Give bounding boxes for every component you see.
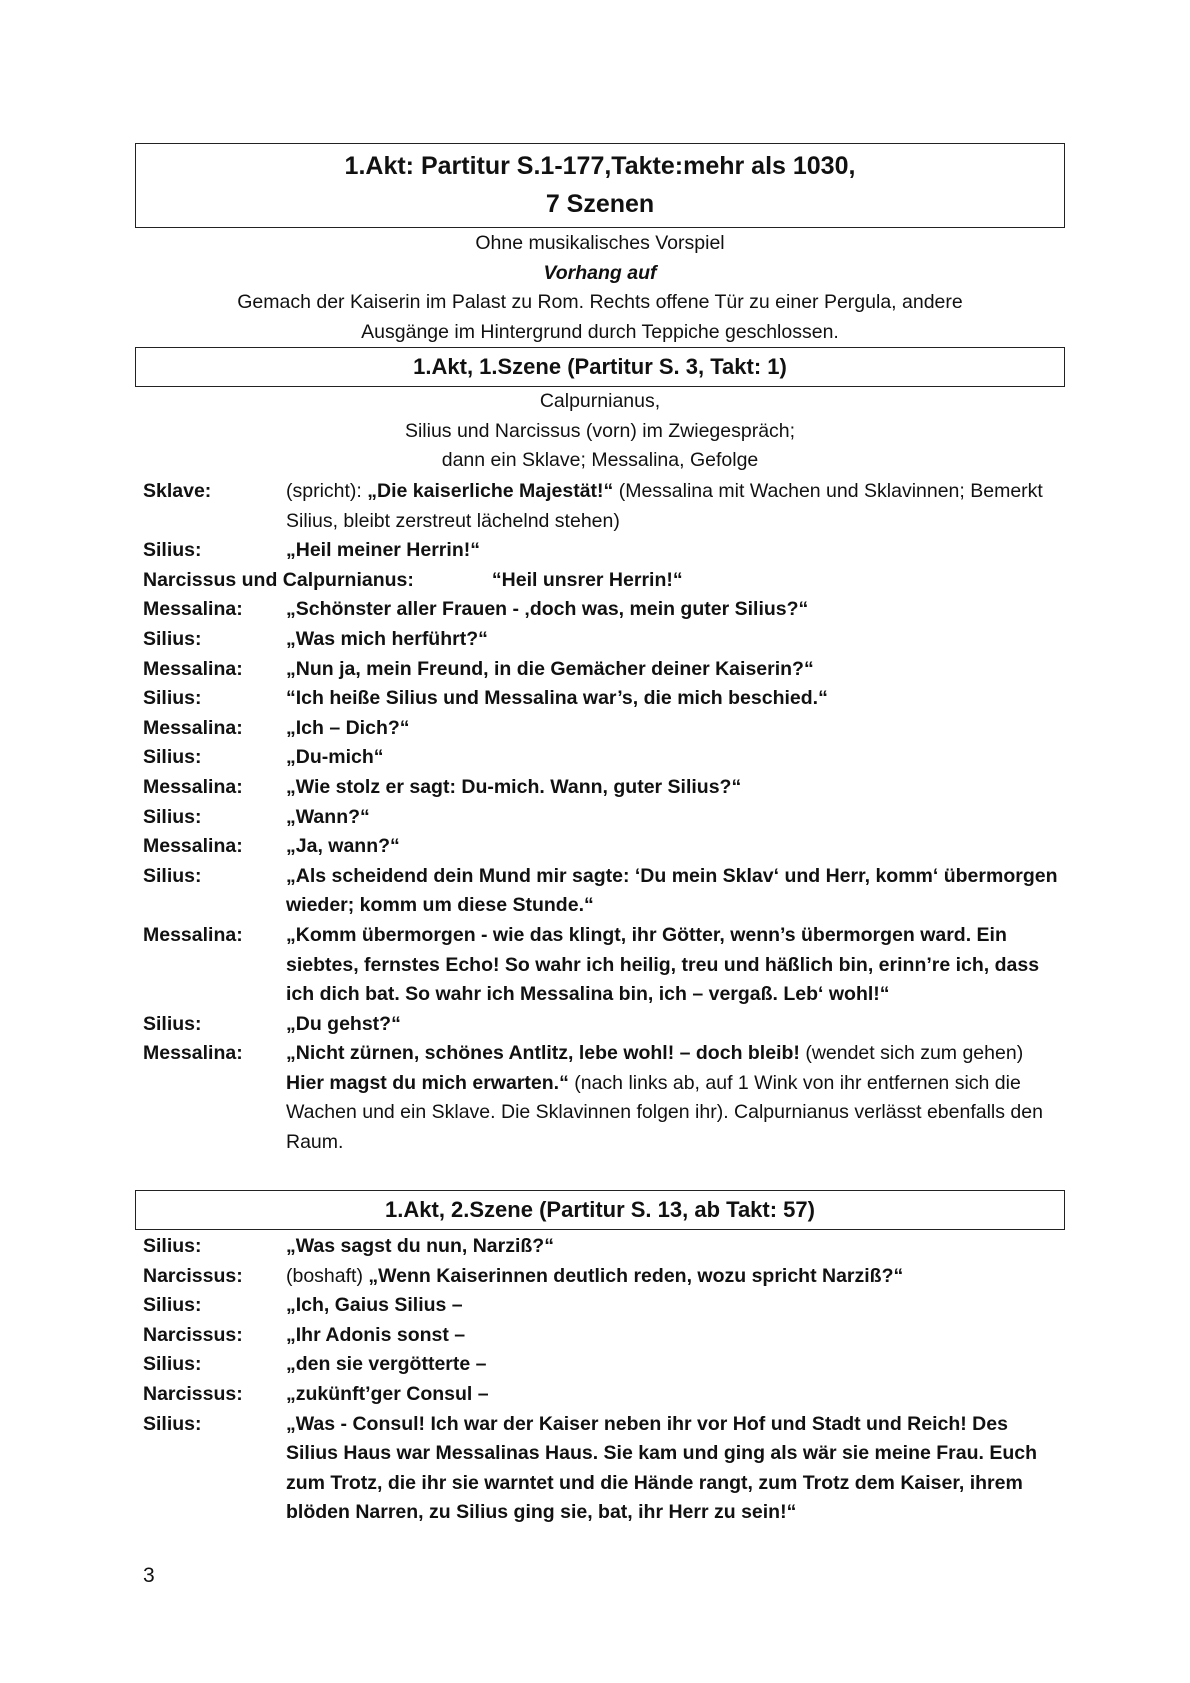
dialogue-line <box>143 655 1063 685</box>
line-text: „Nicht zürnen, schönes Antlitz, lebe wohl! – doch bleib! (wendet sich zum gehen) Hier magst du mich erwarten.“ (nach links ab, auf 1 Wink von ihr entfernen sich die Wachen und ein Sklave. Die Sklavinnen folgen ihr). Calpurnianus verlässt ebenfalls den Raum. <box>286 1042 1043 1154</box>
line-text: „Ich, Gaius Silius – <box>286 1294 463 1317</box>
dialogue-line <box>143 566 1063 596</box>
speaker-name: Silius: <box>143 1412 202 1435</box>
persons-line: dann ein Sklave; Messalina, Gefolge <box>441 449 759 471</box>
dialogue-line <box>143 1039 1063 1157</box>
line-text: „Was - Consul! Ich war der Kaiser neben ihr vor Hof und Stadt und Reich! Des Silius Haus war Messalinas Haus. Sie kam und ging als wär sie meine Frau. Euch zum Trotz, die ihr sie warntet und die Hände rangt, zum Trotz dem Kaiser, ihrem blöden Narren, zu Silius ging sie, bat, ihr Herr zu sein!“ <box>286 1412 1038 1524</box>
dialogue-line <box>143 1321 1063 1351</box>
dialogue-line <box>143 1350 1063 1380</box>
speaker-name: Messalina: <box>143 775 243 798</box>
line-text: „den sie vergötterte – <box>286 1353 487 1376</box>
line-text: „Wie stolz er sagt: Du-mich. Wann, guter Silius?“ <box>286 775 742 798</box>
dialogue-line <box>143 862 1063 921</box>
dialogue-line <box>143 477 1063 536</box>
speaker-name: Messalina: <box>143 657 243 680</box>
speaker-name: Narcissus: <box>143 1264 243 1287</box>
page-number: 3 <box>143 1564 155 1587</box>
persons-line: Calpurnianus, <box>539 390 661 412</box>
line-text: „Komm übermorgen - wie das klingt, ihr Götter, wenn’s übermorgen ward. Ein siebtes, fernstes Echo! So wahr ich heilig, treu und häßlich bin, erinn’re ich, dass ich dich bat. So wahr ich Messalina bin, ich – vergaß. Leb‘ wohl!“ <box>286 923 1040 1006</box>
speaker-name: Messalina: <box>143 1042 243 1065</box>
line-text: “Ich heiße Silius und Messalina war’s, die mich beschied.“ <box>286 687 828 710</box>
dialogue-line <box>143 1291 1063 1321</box>
scene1-title-box <box>135 347 1065 387</box>
scene2-dialogue <box>143 1232 1063 1528</box>
speaker-name: Messalina: <box>143 835 243 858</box>
dialogue-line <box>143 803 1063 833</box>
intro-block <box>135 229 1065 347</box>
speaker-name: Messalina: <box>143 598 243 621</box>
line-text: “Heil unsrer Herrin!“ <box>491 568 683 591</box>
dialogue-line <box>143 773 1063 803</box>
setting-line-1: Gemach der Kaiserin im Palast zu Rom. Rechts offene Tür zu einer Pergula, andere <box>237 291 963 313</box>
dialogue-line <box>143 1232 1063 1262</box>
speaker-name: Sklave: <box>143 480 212 502</box>
speaker-name: Messalina: <box>143 716 243 739</box>
line-text: (spricht): „Die kaiserliche Majestät!“ (Messalina mit Wachen und Sklavinnen; Bemerkt Silius, bleibt zerstreut lächelnd stehen) <box>286 480 1043 532</box>
speaker-name: Silius: <box>143 805 202 828</box>
dialogue-line <box>143 743 1063 773</box>
speaker-name: Silius: <box>143 539 202 562</box>
speaker-name: Silius: <box>143 746 202 769</box>
dialogue-line <box>143 536 1063 566</box>
line-text: „Nun ja, mein Freund, in die Gemächer deiner Kaiserin?“ <box>286 657 814 680</box>
dialogue-line <box>143 625 1063 655</box>
speaker-name: Silius: <box>143 1012 202 1035</box>
line-text: „Ja, wann?“ <box>286 835 400 858</box>
dialogue-line <box>143 595 1063 625</box>
line-text: (boshaft) „Wenn Kaiserinnen deutlich reden, wozu spricht Narziß?“ <box>286 1264 904 1287</box>
speaker-name: Silius: <box>143 1235 202 1257</box>
line-text: „Was sagst du nun, Narziß?“ <box>286 1235 554 1257</box>
line-text: „Du gehst?“ <box>286 1012 401 1035</box>
speaker-name: Narcissus: <box>143 1382 243 1405</box>
line-text: „Als scheidend dein Mund mir sagte: ‘Du mein Sklav‘ und Herr, komm‘ übermorgen wieder; komm um diese Stunde.“ <box>286 864 1058 917</box>
dialogue-line <box>143 832 1063 862</box>
line-text: „Wann?“ <box>286 805 370 828</box>
curtain-note: Vorhang auf <box>543 261 657 284</box>
speaker-name: Narcissus: <box>143 1323 243 1346</box>
speaker-name: Silius: <box>143 1353 202 1376</box>
setting-line-2: Ausgänge im Hintergrund durch Teppiche geschlossen. <box>361 320 839 343</box>
line-text: „Ich – Dich?“ <box>286 716 410 739</box>
line-text: „zukünft’ger Consul – <box>286 1382 489 1405</box>
speaker-name: Silius: <box>143 687 202 710</box>
scene2-title-box <box>135 1190 1065 1230</box>
scene1-dialogue <box>143 477 1063 1158</box>
dialogue-line <box>143 1010 1063 1040</box>
dialogue-line <box>143 1262 1063 1292</box>
speaker-name: Messalina: <box>143 923 243 946</box>
line-text: „Was mich herführt?“ <box>286 627 488 650</box>
line-text: „Ihr Adonis sonst – <box>286 1323 466 1346</box>
persons-line: Silius und Narcissus (vorn) im Zwiegespräch; <box>404 419 796 442</box>
scene1-title: 1.Akt, 1.Szene (Partitur S. 3, Takt: 1) <box>413 354 787 379</box>
scene2-title: 1.Akt, 2.Szene (Partitur S. 13, ab Takt: 57) <box>385 1197 815 1222</box>
scene1-persons <box>135 387 1065 476</box>
line-text: „Du-mich“ <box>286 746 384 769</box>
prelude-note: Ohne musikalisches Vorspiel <box>475 232 725 254</box>
speaker-name: Silius: <box>143 627 202 650</box>
dialogue-line <box>143 921 1063 1010</box>
dialogue-line <box>143 684 1063 714</box>
line-text: „Heil meiner Herrin!“ <box>286 539 480 562</box>
speaker-name: Silius: <box>143 864 202 887</box>
speaker-name: Silius: <box>143 1294 202 1317</box>
act-header-line1: 1.Akt: Partitur S.1-177,Takte:mehr als 1030, <box>344 152 856 180</box>
line-text: „Schönster aller Frauen - ‚doch was, mein guter Silius?“ <box>286 598 809 621</box>
dialogue-line <box>143 1410 1063 1528</box>
dialogue-line <box>143 1380 1063 1410</box>
act-header-box <box>135 143 1065 228</box>
dialogue-line <box>143 714 1063 744</box>
act-header-line2: 7 Szenen <box>545 190 655 218</box>
speaker-name: Narcissus und Calpurnianus: <box>143 568 414 591</box>
